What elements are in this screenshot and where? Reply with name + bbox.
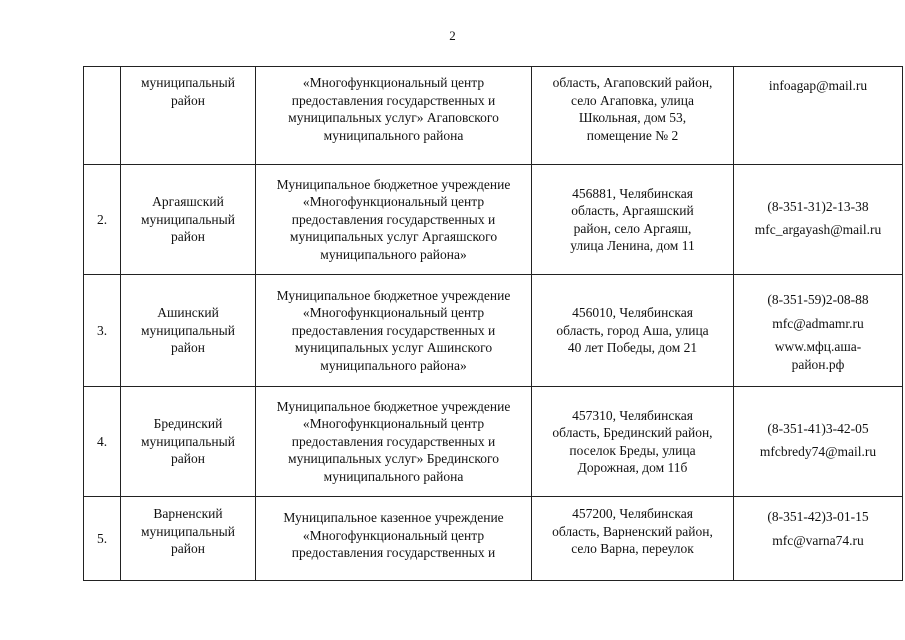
row-number-cell: 3. [84, 275, 121, 387]
organization-cell [256, 387, 532, 497]
address-cell [532, 67, 734, 165]
website-text: www.мфц.аша- [774, 339, 862, 354]
email-text: mfcbredy74@mail.ru [759, 444, 877, 459]
address-line: 456010, Челябинская [572, 305, 693, 321]
district-cell [121, 497, 256, 581]
address-line: район, село Аргаяш, [573, 220, 692, 236]
organization-cell [256, 165, 532, 275]
email-text: mfc@varna74.ru [772, 532, 864, 548]
phone-text: (8-351-42)3-01-15 [767, 509, 869, 524]
district-line: муниципальный [141, 75, 235, 90]
organization-line: «Многофункциональный центр [302, 75, 485, 90]
district-line: Варненский [153, 506, 223, 521]
address-line: 457310, Челябинская [572, 407, 693, 423]
address-line: 40 лет Победы, дом 21 [567, 340, 698, 356]
organization-line: предоставления государственных и [291, 211, 496, 227]
address-line: село Варна, переулок [571, 541, 694, 556]
contacts-cell [734, 387, 903, 497]
address-cell [532, 275, 734, 387]
address-line: 457200, Челябинская [572, 506, 693, 521]
district-line: район [171, 340, 205, 356]
district-cell [121, 387, 256, 497]
district-line: муниципальный [141, 523, 235, 539]
contacts-cell [734, 497, 903, 581]
table-row [84, 275, 903, 387]
mfc-registry-table [83, 66, 903, 581]
phone-text: (8-351-41)3-42-05 [767, 420, 869, 436]
organization-line: муниципального района [323, 127, 464, 143]
district-cell [121, 67, 256, 165]
organization-line: муниципального района [323, 468, 464, 484]
district-line: Ашинский [157, 305, 219, 321]
district-line: муниципальный [141, 322, 235, 338]
organization-cell [256, 497, 532, 581]
organization-line: муниципального района» [320, 357, 467, 373]
district-cell [121, 275, 256, 387]
organization-line: муниципальных услуг» Брединского [288, 451, 499, 467]
organization-line: «Многофункциональный центр [302, 416, 485, 432]
address-line: поселок Бреды, улица [569, 442, 696, 458]
organization-line: Муниципальное бюджетное учреждение [276, 287, 511, 303]
district-line: муниципальный [141, 433, 235, 449]
organization-line: Муниципальное бюджетное учреждение [276, 176, 511, 192]
organization-line: предоставления государственных и [291, 92, 496, 108]
address-line: область, Агаповский район, [552, 75, 713, 90]
table-row [84, 67, 903, 165]
district-line: Брединский [153, 416, 223, 432]
district-line: район [171, 451, 205, 467]
organization-line: муниципальных услуг Аргаяшского [289, 229, 498, 245]
contacts-cell [734, 165, 903, 275]
address-line: область, Брединский район, [552, 425, 713, 440]
address-line: улица Ленина, дом 11 [570, 238, 695, 253]
organization-line: муниципальных услуг Ашинского [294, 340, 493, 356]
district-line: район [171, 541, 205, 556]
organization-line: предоставления государственных и [291, 433, 496, 449]
organization-line: муниципальных услуг» Агаповского [288, 110, 499, 125]
table-row [84, 387, 903, 497]
row-number-cell: 4. [84, 387, 121, 497]
address-line: область, Варненский район, [552, 523, 713, 539]
website-text: район.рф [791, 356, 845, 372]
address-line: область, город Аша, улица [556, 322, 709, 338]
table-row [84, 497, 903, 581]
row-number-cell: 2. [84, 165, 121, 275]
address-line: село Агаповка, улица [571, 92, 694, 108]
row-number-cell [84, 67, 121, 165]
address-line: Дорожная, дом 11б [577, 460, 688, 475]
address-line: 456881, Челябинская [572, 185, 693, 201]
page-number: 2 [449, 28, 456, 43]
district-line: район [171, 229, 205, 245]
organization-line: «Многофункциональный центр [302, 305, 485, 321]
district-line: район [171, 92, 205, 108]
organization-line: Муниципальное бюджетное учреждение [276, 398, 511, 414]
organization-line: Муниципальное казенное учреждение [283, 510, 504, 525]
email-text: mfc@admamr.ru [772, 315, 864, 331]
address-cell [532, 387, 734, 497]
district-line: муниципальный [141, 211, 235, 227]
district-cell [121, 165, 256, 275]
email-text: infoagap@mail.ru [768, 78, 868, 93]
phone-text: (8-351-59)2-08-88 [767, 292, 869, 307]
organization-line: «Многофункциональный центр [302, 527, 485, 543]
organization-line: предоставления государственных и [291, 545, 496, 560]
row-number-cell: 5. [84, 497, 121, 581]
address-line: область, Аргаяшский [571, 203, 694, 218]
address-cell [532, 497, 734, 581]
organization-cell [256, 275, 532, 387]
email-text: mfc_argayash@mail.ru [754, 222, 882, 237]
address-line: помещение № 2 [586, 127, 679, 143]
phone-text: (8-351-31)2-13-38 [767, 198, 869, 214]
organization-line: муниципального района» [320, 246, 467, 262]
district-line: Аргаяшский [152, 194, 224, 210]
organization-line: «Многофункциональный центр [302, 194, 485, 210]
table-row [84, 165, 903, 275]
address-line: Школьная, дом 53, [578, 110, 687, 125]
contacts-cell [734, 275, 903, 387]
organization-cell [256, 67, 532, 165]
organization-line: предоставления государственных и [291, 322, 496, 338]
contacts-cell [734, 67, 903, 165]
address-cell [532, 165, 734, 275]
